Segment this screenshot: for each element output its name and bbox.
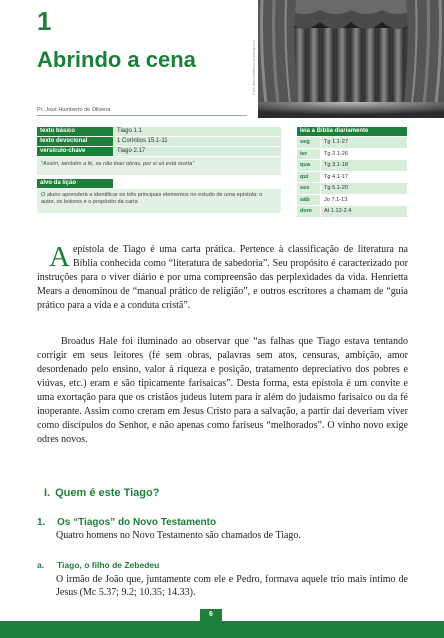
info-row-key-verse: [37, 147, 281, 156]
subsection-heading: [37, 517, 216, 528]
lesson-title: Abrindo a cena: [37, 47, 196, 72]
reading-row: [297, 195, 407, 206]
section-title: Quem é este Tiago?: [55, 487, 160, 499]
info-row-devotional-text: [37, 137, 281, 146]
reading-reference: Jo 7.1-13: [321, 195, 407, 206]
subsection-number: 1.: [37, 517, 46, 528]
objective-label: alvo da lição: [37, 179, 113, 188]
info-label: texto básico: [37, 127, 113, 136]
info-label: texto devocional: [37, 137, 113, 146]
reading-day: qui: [297, 172, 320, 183]
reading-day: dom: [297, 206, 320, 217]
curtain-illustration: [258, 0, 444, 118]
info-value: Tiago 2.17: [113, 147, 281, 156]
reading-reference: Tg 3.1-18: [321, 160, 407, 171]
author-name: Pr. José Humberto de Oliveira: [37, 107, 111, 113]
page-number: 6: [200, 609, 222, 627]
subsubsection-heading: [37, 560, 159, 570]
info-value: Tiago 1.1: [113, 127, 281, 136]
subsubsection-title: Tiago, o filho de Zebedeu: [57, 560, 160, 570]
key-verse-quote: "Assim, também a fé, se não tiver obras, por si só está morta": [37, 157, 281, 175]
reading-reference: Tg 1.1-27: [321, 137, 407, 148]
info-label: versículo-chave: [37, 147, 113, 156]
reading-day: seg: [297, 137, 320, 148]
reading-row: [297, 183, 407, 194]
photo-credit: Pixel Stock/Jefferson Kimberly LLC: [252, 40, 256, 95]
stage-curtain-photo: [258, 0, 444, 118]
section-number: I.: [44, 487, 51, 499]
reading-day: qua: [297, 160, 320, 171]
footer-band: [0, 621, 444, 638]
daily-reading-header: leia a Bíblia diariamente: [297, 127, 407, 136]
reading-row: [297, 160, 407, 171]
info-row-basic-text: [37, 127, 281, 136]
header-divider: [37, 115, 247, 116]
reading-day: sex: [297, 183, 320, 194]
reading-reference: Tg 5.1-20: [321, 183, 407, 194]
reading-row: [297, 137, 407, 148]
reading-reference: Tg 4.1-17: [321, 172, 407, 183]
reading-row: [297, 206, 407, 217]
subsubsection-text: O irmão de João que, juntamente com ele e Pedro, formava aquele trio mais íntimo de Jesus (Mc 5.37; 9.2; 10.35; 14.33).: [56, 574, 408, 598]
intro-paragraph: [37, 243, 408, 313]
section-heading: [44, 487, 159, 499]
subsection-title: Os “Tiagos” do Novo Testamento: [57, 517, 217, 528]
info-value: 1 Coríntios 15.1-11: [113, 137, 281, 146]
subsection-text: Quatro homens no Novo Testamento são chamados de Tiago.: [56, 530, 301, 541]
lesson-info-panel: [37, 127, 281, 213]
second-paragraph: Broadus Hale foi iluminado ao observar que “as falhas que Tiago estava tentando corrigir em seus leitores (fé sem obras, palavras sem atos, censuras, ambição, amor desordenado pelo ensino, valor à riqueza e posição, tratamento depreciativo dos pobres e viúvas, etc.) eram e são tipicamente farisaicas”. Desta forma, esta epístola é um convite e uma exortação para que os cristãos judeus lutem para ir além do judaísmo farisaico ou da fé inoperante. Assim como creram em Jesus Cristo para a salvação, a partir daí deveriam viver como discípulos do Senhor, e não apenas como fariseus “melhorados”. O vinho novo exige odres novos.: [37, 336, 408, 445]
reading-reference: Tg 2.1-26: [321, 149, 407, 160]
objective-text: O aluno aprenderá a identificar os três principais elementos no estudo de uma epístola: o autor, os leitores e o propósito da carta: [37, 189, 281, 213]
reading-row: [297, 172, 407, 183]
subsubsection-number: a.: [37, 560, 45, 570]
reading-day: ter: [297, 149, 320, 160]
lesson-number: 1: [37, 6, 52, 36]
reading-row: [297, 149, 407, 160]
reading-reference: At 1.12-2.4: [321, 206, 407, 217]
reading-day: sáb: [297, 195, 320, 206]
daily-reading-table: [297, 127, 407, 218]
intro-paragraph-text: epístola de Tiago é uma carta prática. Pertence à classificação de literatura na Bíblia conhecida como “literatura de sabedoria”. Seu propósito é caracterizado por instruções para o viver diário e por uma compreensão das perplexidades da vida. Henrietta Mears a denominou de “manual prático de religião”, e outros escritores a chamam de “guia prático para a vida e a conduta cristã”.: [37, 244, 408, 311]
drop-cap: A: [49, 241, 70, 273]
